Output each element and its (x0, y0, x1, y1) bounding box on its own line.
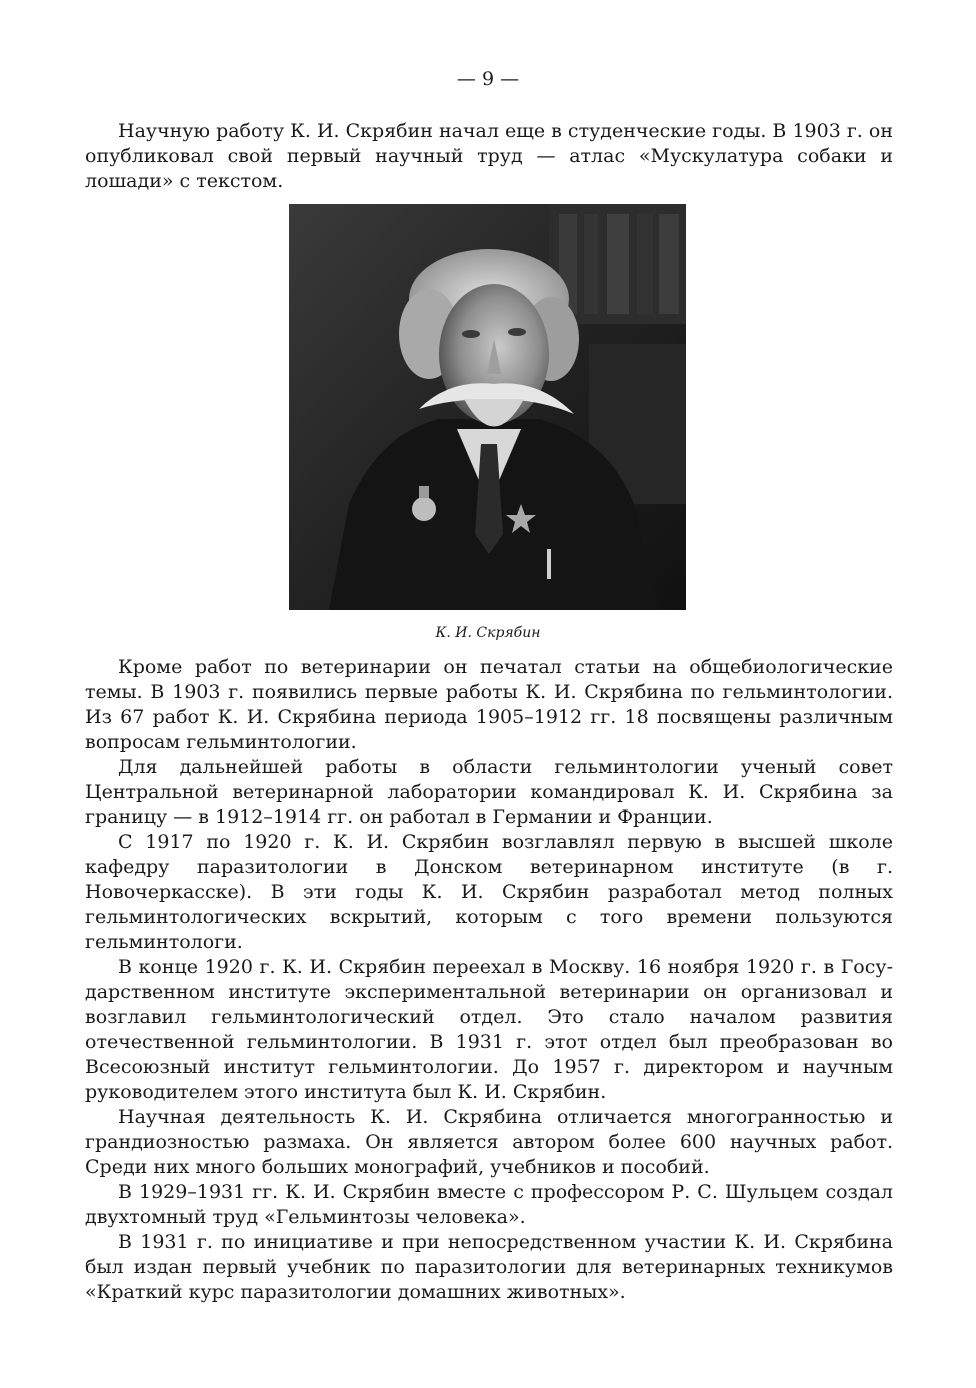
paragraph: В конце 1920 г. К. И. Скрябин переехал в Москву. 16 ноября 1920 г. в Государственном институте экспериментальной ветеринарии он организовал и возглавил гельминтологический отдел. Это стало началом развития отечественной гельминтологии. В 1931 г. этот отдел был преобразован во Всесоюзный институт гельминтологии. До 1957 г. директором и научным руководителем этого института был К. И. Скрябин. (85, 956, 893, 1103)
body-text (85, 655, 893, 1305)
intro-text (85, 119, 893, 194)
figure-caption: К. И. Скрябин (435, 625, 541, 641)
paragraph: В 1931 г. по инициативе и при непосредственном участии К. И. Скрябина был издан первый учебник по паразитологии для ветеринарных техникумов «Краткий курс паразитологии домашних животных». (85, 1231, 893, 1303)
intro-paragraph: Научную работу К. И. Скрябин начал еще в студенческие годы. В 1903 г. он опубликовал свой первый научный труд — атлас «Мускулатура собаки и лошади» с текстом. (85, 120, 893, 192)
paragraph: Для дальнейшей работы в области гельминтологии ученый совет Центральной ветеринарной лаборатории командировал К. И. Скрябина за границу — в 1912–1914 гг. он работал в Германии и Франции. (85, 756, 893, 828)
paragraph: В 1929–1931 гг. К. И. Скрябин вместе с профессором Р. С. Шульцем создал двухтомный труд «Гельминтозы человека». (85, 1181, 893, 1228)
paragraph: Кроме работ по ветеринарии он печатал статьи на общебиологические темы. В 1903 г. появились первые работы К. И. Скрябина по гельминтологии. Из 67 работ К. И. Скрябина периода 1905–1912 гг. 18 посвящены различным вопросам гельминтологии. (85, 656, 893, 753)
paragraph: Научная деятельность К. И. Скрябина отличается многогранностью и грандиозностью размаха. Он является автором более 600 научных работ. Среди них много больших монографий, учебников и пособий. (85, 1106, 893, 1178)
page-number: — 9 — (456, 68, 520, 90)
portrait-photo (289, 204, 686, 610)
paragraph: С 1917 по 1920 г. К. И. Скрябин возглавлял первую в высшей школе кафедру паразитологии в Донском ветеринарном институте (в г. Новочеркасске). В эти годы К. И. Скрябин разработал метод полных гельминтологических вскрытий, которым с того времени пользуются гельминтологи. (85, 831, 893, 953)
